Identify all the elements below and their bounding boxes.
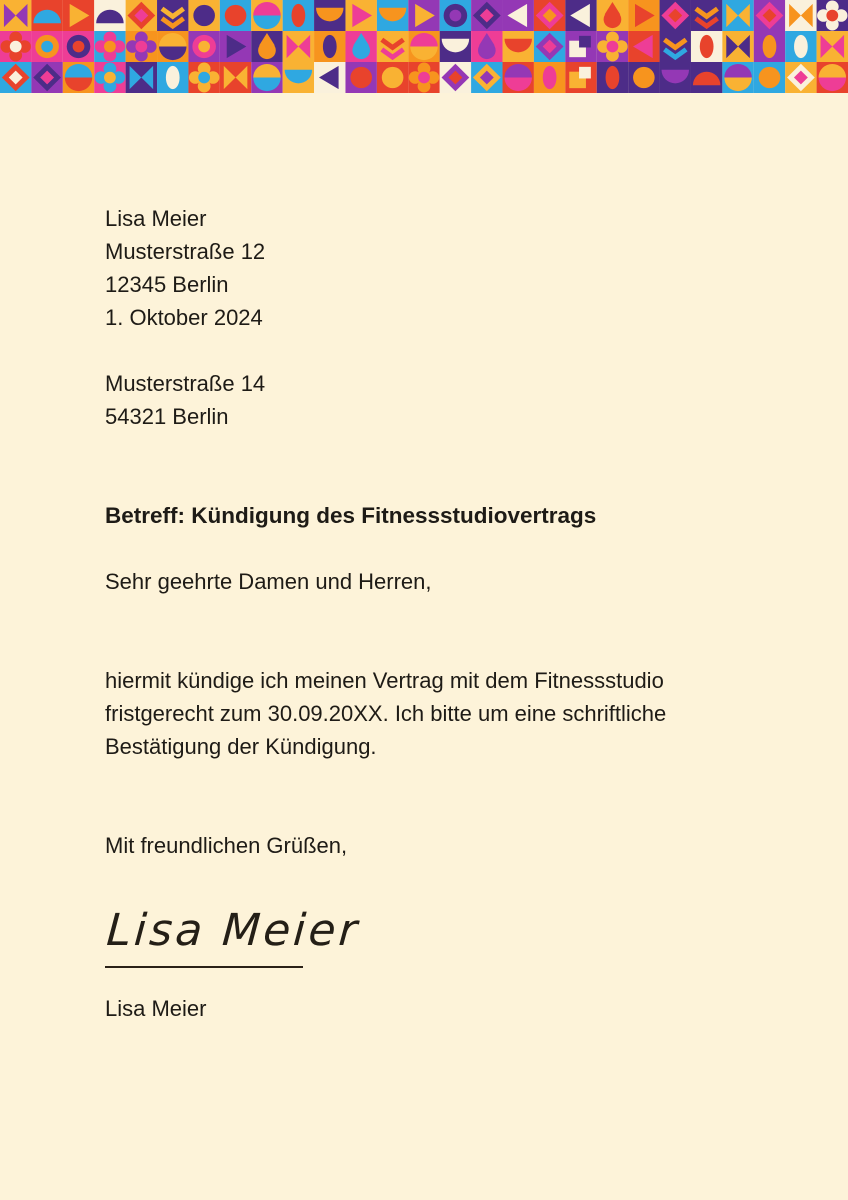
- closing-phrase: Mit freundlichen Grüßen,: [105, 833, 348, 858]
- letter-date: 1. Oktober 2024: [105, 305, 263, 330]
- recipient-city: 54321 Berlin: [105, 404, 229, 429]
- subject-line: Betreff: Kündigung des Fitnessstudiovertrags: [105, 503, 597, 528]
- handwritten-signature: Lisa Meier: [105, 905, 362, 956]
- decorative-mosaic-banner: [0, 0, 848, 93]
- letter-body: hiermit kündige ich meinen Vertrag mit dem Fitnessstudio fristgerecht zum 30.09.20XX. Ich bitte um eine schriftliche Bestätigung der Kündigung.: [105, 668, 667, 759]
- signature-underline: [105, 966, 303, 968]
- typed-name: Lisa Meier: [105, 996, 207, 1021]
- letter-content: [0, 93, 848, 1025]
- recipient-address-block: [105, 367, 748, 433]
- salutation: Sehr geehrte Damen und Herren,: [105, 569, 432, 594]
- sender-name: Lisa Meier: [105, 206, 207, 231]
- sender-street: Musterstraße 12: [105, 239, 266, 264]
- sender-city: 12345 Berlin: [105, 272, 229, 297]
- recipient-street: Musterstraße 14: [105, 371, 266, 396]
- sender-address-block: [105, 202, 748, 334]
